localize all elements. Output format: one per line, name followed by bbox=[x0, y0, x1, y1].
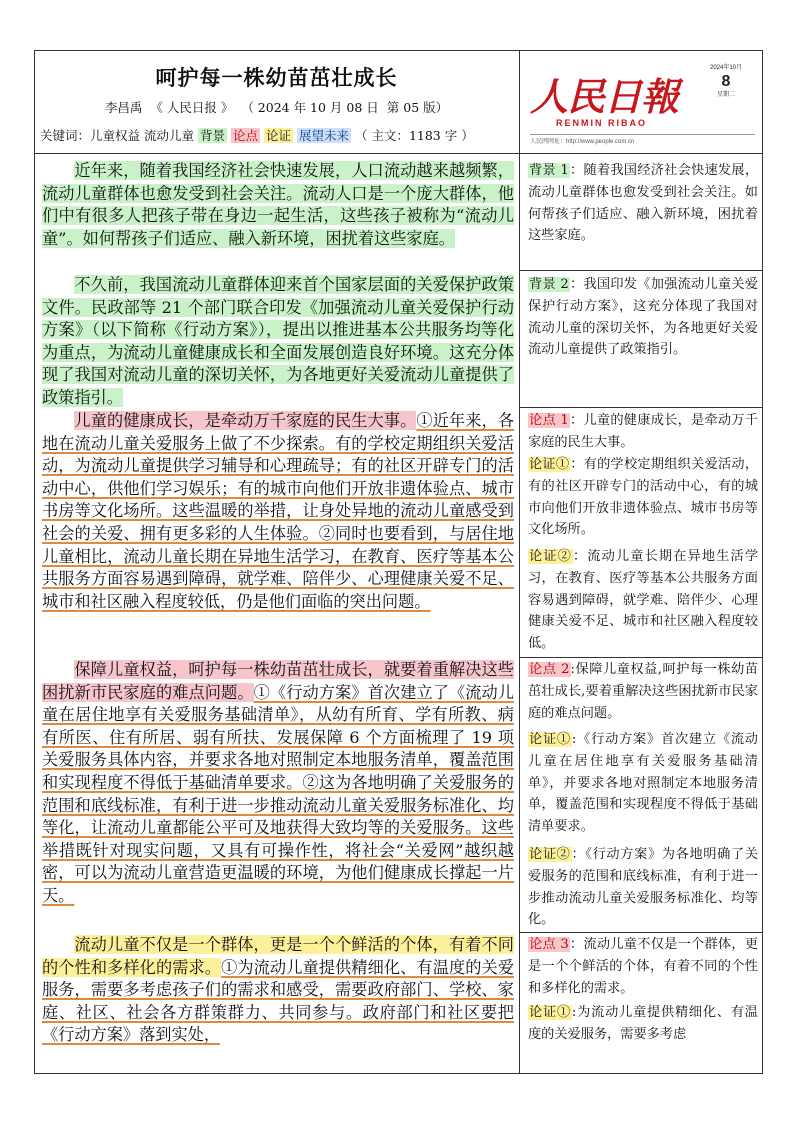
note-text: ：儿童的健康成长，是牵动万千家庭的民生大事。 bbox=[528, 413, 759, 450]
note-tag: 论证① bbox=[529, 732, 571, 747]
word-count: （ 主文：1183 字 ） bbox=[354, 128, 474, 143]
background-2-text: 不久前，我国流动儿童群体迎来首个国家层面的关爱保护政策文件。民政部等 21 个部门联合印发《加强流动儿童关爱保护行动方案》（以下简称《行动方案》），提出以推进基本公共服务均等化为重点，为流动儿童健康成长和全面发展创造良好环境。这充分体现了我国对流动儿童的深切关怀，为各地更好关爱流动儿童提供了政策指引。 bbox=[42, 275, 514, 407]
date: （ 2024 年 10 月 08 日 bbox=[241, 100, 379, 115]
masthead-logo: 人民日報 bbox=[530, 74, 679, 119]
note-text: ：流动儿童不仅是一个群体，更是一个个鲜活的个体，有着不同的个性和多样化的需求。 bbox=[528, 937, 759, 996]
note-background-1 bbox=[528, 160, 758, 247]
note-argument-3 bbox=[528, 934, 758, 999]
note-text: :为流动儿童提供精细化、有温度的关爱服务，需要多考虑 bbox=[528, 1005, 758, 1042]
note-tag: 论证① bbox=[529, 1005, 571, 1020]
paragraph-1 bbox=[42, 160, 514, 250]
background-1-text: 近年来，随着我国经济社会快速发展，人口流动越来越频繁，流动儿童群体也愈发受到社会关注。流动人口是一个庞大群体，他们中有很多人把孩子带在身边一起生活，这些孩子被称为“流动儿童”。如何帮孩子们适应、融入新环境，困扰着这些家庭。 bbox=[42, 161, 514, 248]
note-tag: 背景 2 bbox=[529, 277, 569, 292]
source: 《 人民日报 》 bbox=[150, 100, 234, 115]
masthead-weekday: 星期二 bbox=[716, 92, 735, 98]
thesis-1: 儿童的健康成长，是牵动万千家庭的民生大事。 bbox=[74, 411, 417, 430]
keywords: 关键词：儿童权益 流动儿童 bbox=[40, 128, 194, 143]
note-text: :保障儿童权益,呵护每一株幼苗茁壮成长,要着重解决这些困扰新市民家庭的难点问题。 bbox=[528, 662, 758, 721]
note-argument-1 bbox=[528, 410, 758, 454]
note-tag: 论证① bbox=[529, 457, 570, 472]
article-body bbox=[34, 154, 520, 1074]
author: 李昌禹 bbox=[104, 100, 143, 115]
edition: 第 05 版） bbox=[386, 100, 449, 115]
note-evidence-3 bbox=[528, 729, 758, 838]
legend-outlook: 展望未来 bbox=[298, 128, 349, 143]
newspaper-masthead bbox=[530, 60, 755, 144]
annotation-column bbox=[520, 154, 763, 1074]
paragraph-4 bbox=[42, 659, 514, 908]
article-header bbox=[34, 50, 763, 154]
note-tag: 背景 1 bbox=[529, 163, 569, 178]
article-title: 呵护每一株幼苗茁壮成长 bbox=[155, 65, 398, 90]
masthead-date: 2024年10月 bbox=[709, 65, 743, 71]
paragraph-3 bbox=[42, 410, 514, 613]
note-text: ：我国印发《加强流动儿童关爱保护行动方案》，这充分体现了我国对流动儿童的深切关怀，为各地更好关爱流动儿童提供了政策指引。 bbox=[528, 277, 759, 358]
evidence-3-text: ①为流动儿童提供精细化、有温度的关爱服务，需要多考虑孩子们的需求和感受，需要政府部门、学校、家庭、社区、社会各方群策群力、共同参与。政府部门和社区要把《行动方案》落到实处， bbox=[42, 957, 515, 1045]
masthead-day: 8 bbox=[721, 73, 731, 90]
note-background-2 bbox=[528, 274, 758, 361]
note-divider bbox=[520, 657, 763, 658]
note-text: :《行动方案》首次建立《流动儿童在居住地享有关爱服务基础清单》，并要求各地对照制定本地服务清单，覆盖范围和实现程度不得低于基础清单要求。 bbox=[528, 732, 758, 835]
evidence-2-text: ①《行动方案》首次建立了《流动儿童在居住地享有关爱服务基础清单》，从幼有所育、学有所教、病有所医、住有所居、弱有所扶、发展保障 6 个方面梳理了 19 项关爱服务具体内容，并要求各地对照制定本地服务清单，覆盖范围和实现程度不得低于基础清单要求。②这为各地明确了关爱服务的范围和底线标准，有利于进一步推动流动儿童关爱服务标准化、均等化，让流动儿童都能公平可及地获得大致均等的关爱服务。这些举措既针对现实问题，又具有可操作性，将社会“关爱网”越织越密，可以为流动儿童营造更温暖的环境，为他们健康成长撑起一片天。 bbox=[42, 682, 515, 905]
paragraph-2 bbox=[42, 274, 514, 410]
thesis-3: 流动儿童不仅是一个群体，更是一个个鲜活的个体，有着不同的个性和多样化的需求。 bbox=[42, 935, 514, 977]
note-text: ：随着我国经济社会快速发展，流动儿童群体也愈发受到社会关注。如何帮孩子们适应、融入新环境，困扰着这些家庭。 bbox=[528, 163, 759, 244]
note-evidence-5 bbox=[528, 1002, 758, 1046]
note-argument-2 bbox=[528, 659, 758, 724]
masthead-url: 人民网网址：http://www.people.com.cn bbox=[530, 139, 635, 145]
masthead-dateblock bbox=[698, 64, 754, 100]
note-text: ：有的学校定期组织关爱活动，有的社区开辟专门的活动中心，有的城市向他们开放非遗体验点、城市书房等文化场所。 bbox=[528, 457, 759, 538]
legend-evidence: 论证 bbox=[265, 128, 291, 143]
note-text: ：流动儿童长期在异地生活学习，在教育、医疗等基本公共服务方面容易遇到障碍，就学难、陪伴少、心理健康关爱不足、城市和社区融入程度较低。 bbox=[528, 549, 759, 652]
legend-background: 背景 bbox=[199, 128, 225, 143]
note-tag: 论证② bbox=[529, 847, 571, 862]
thesis-2: 保障儿童权益，呵护每一株幼苗茁壮成长，就要着重解决这些困扰新市民家庭的难点问题。 bbox=[42, 660, 514, 702]
note-divider bbox=[520, 407, 763, 408]
note-tag: 论点 1 bbox=[529, 413, 569, 428]
note-tag: 论点 2 bbox=[529, 662, 570, 677]
masthead-latin: RENMIN RIBAO bbox=[556, 118, 647, 128]
masthead-rule bbox=[530, 134, 755, 135]
note-tag: 论点 3 bbox=[529, 937, 569, 952]
note-evidence-1 bbox=[528, 454, 758, 541]
byline bbox=[34, 98, 519, 116]
keywords-line bbox=[40, 126, 515, 144]
note-evidence-4 bbox=[528, 844, 758, 931]
note-divider bbox=[520, 270, 763, 271]
note-evidence-2 bbox=[528, 546, 758, 655]
legend-argument: 论点 bbox=[232, 128, 258, 143]
note-divider bbox=[520, 932, 763, 933]
evidence-1-text: ①近年来，各地在流动儿童关爱服务上做了不少探索。有的学校定期组织关爱活动，为流动儿童提供学习辅导和心理疏导；有的社区开辟专门的活动中心，供他们学习娱乐；有的城市向他们开放非遗体验点、城市书房等文化场所。这些温暖的举措，让身处异地的流动儿童感受到社会的关爱、拥有更多彩的人生体验。②同时也要看到，与居住地儿童相比，流动儿童长期在异地生活学习，在教育、医疗等基本公共服务方面容易遇到障碍，就学难、陪伴少、心理健康关爱不足、城市和社区融入程度较低，仍是他们面临的突出问题。 bbox=[42, 411, 515, 611]
paragraph-5 bbox=[42, 934, 514, 1047]
note-tag: 论证② bbox=[529, 549, 572, 564]
note-text: ：《行动方案》为各地明确了关爱服务的范围和底线标准，有利于进一步推动流动儿童关爱服务标准化、均等化。 bbox=[528, 847, 758, 928]
header-info bbox=[34, 50, 520, 154]
